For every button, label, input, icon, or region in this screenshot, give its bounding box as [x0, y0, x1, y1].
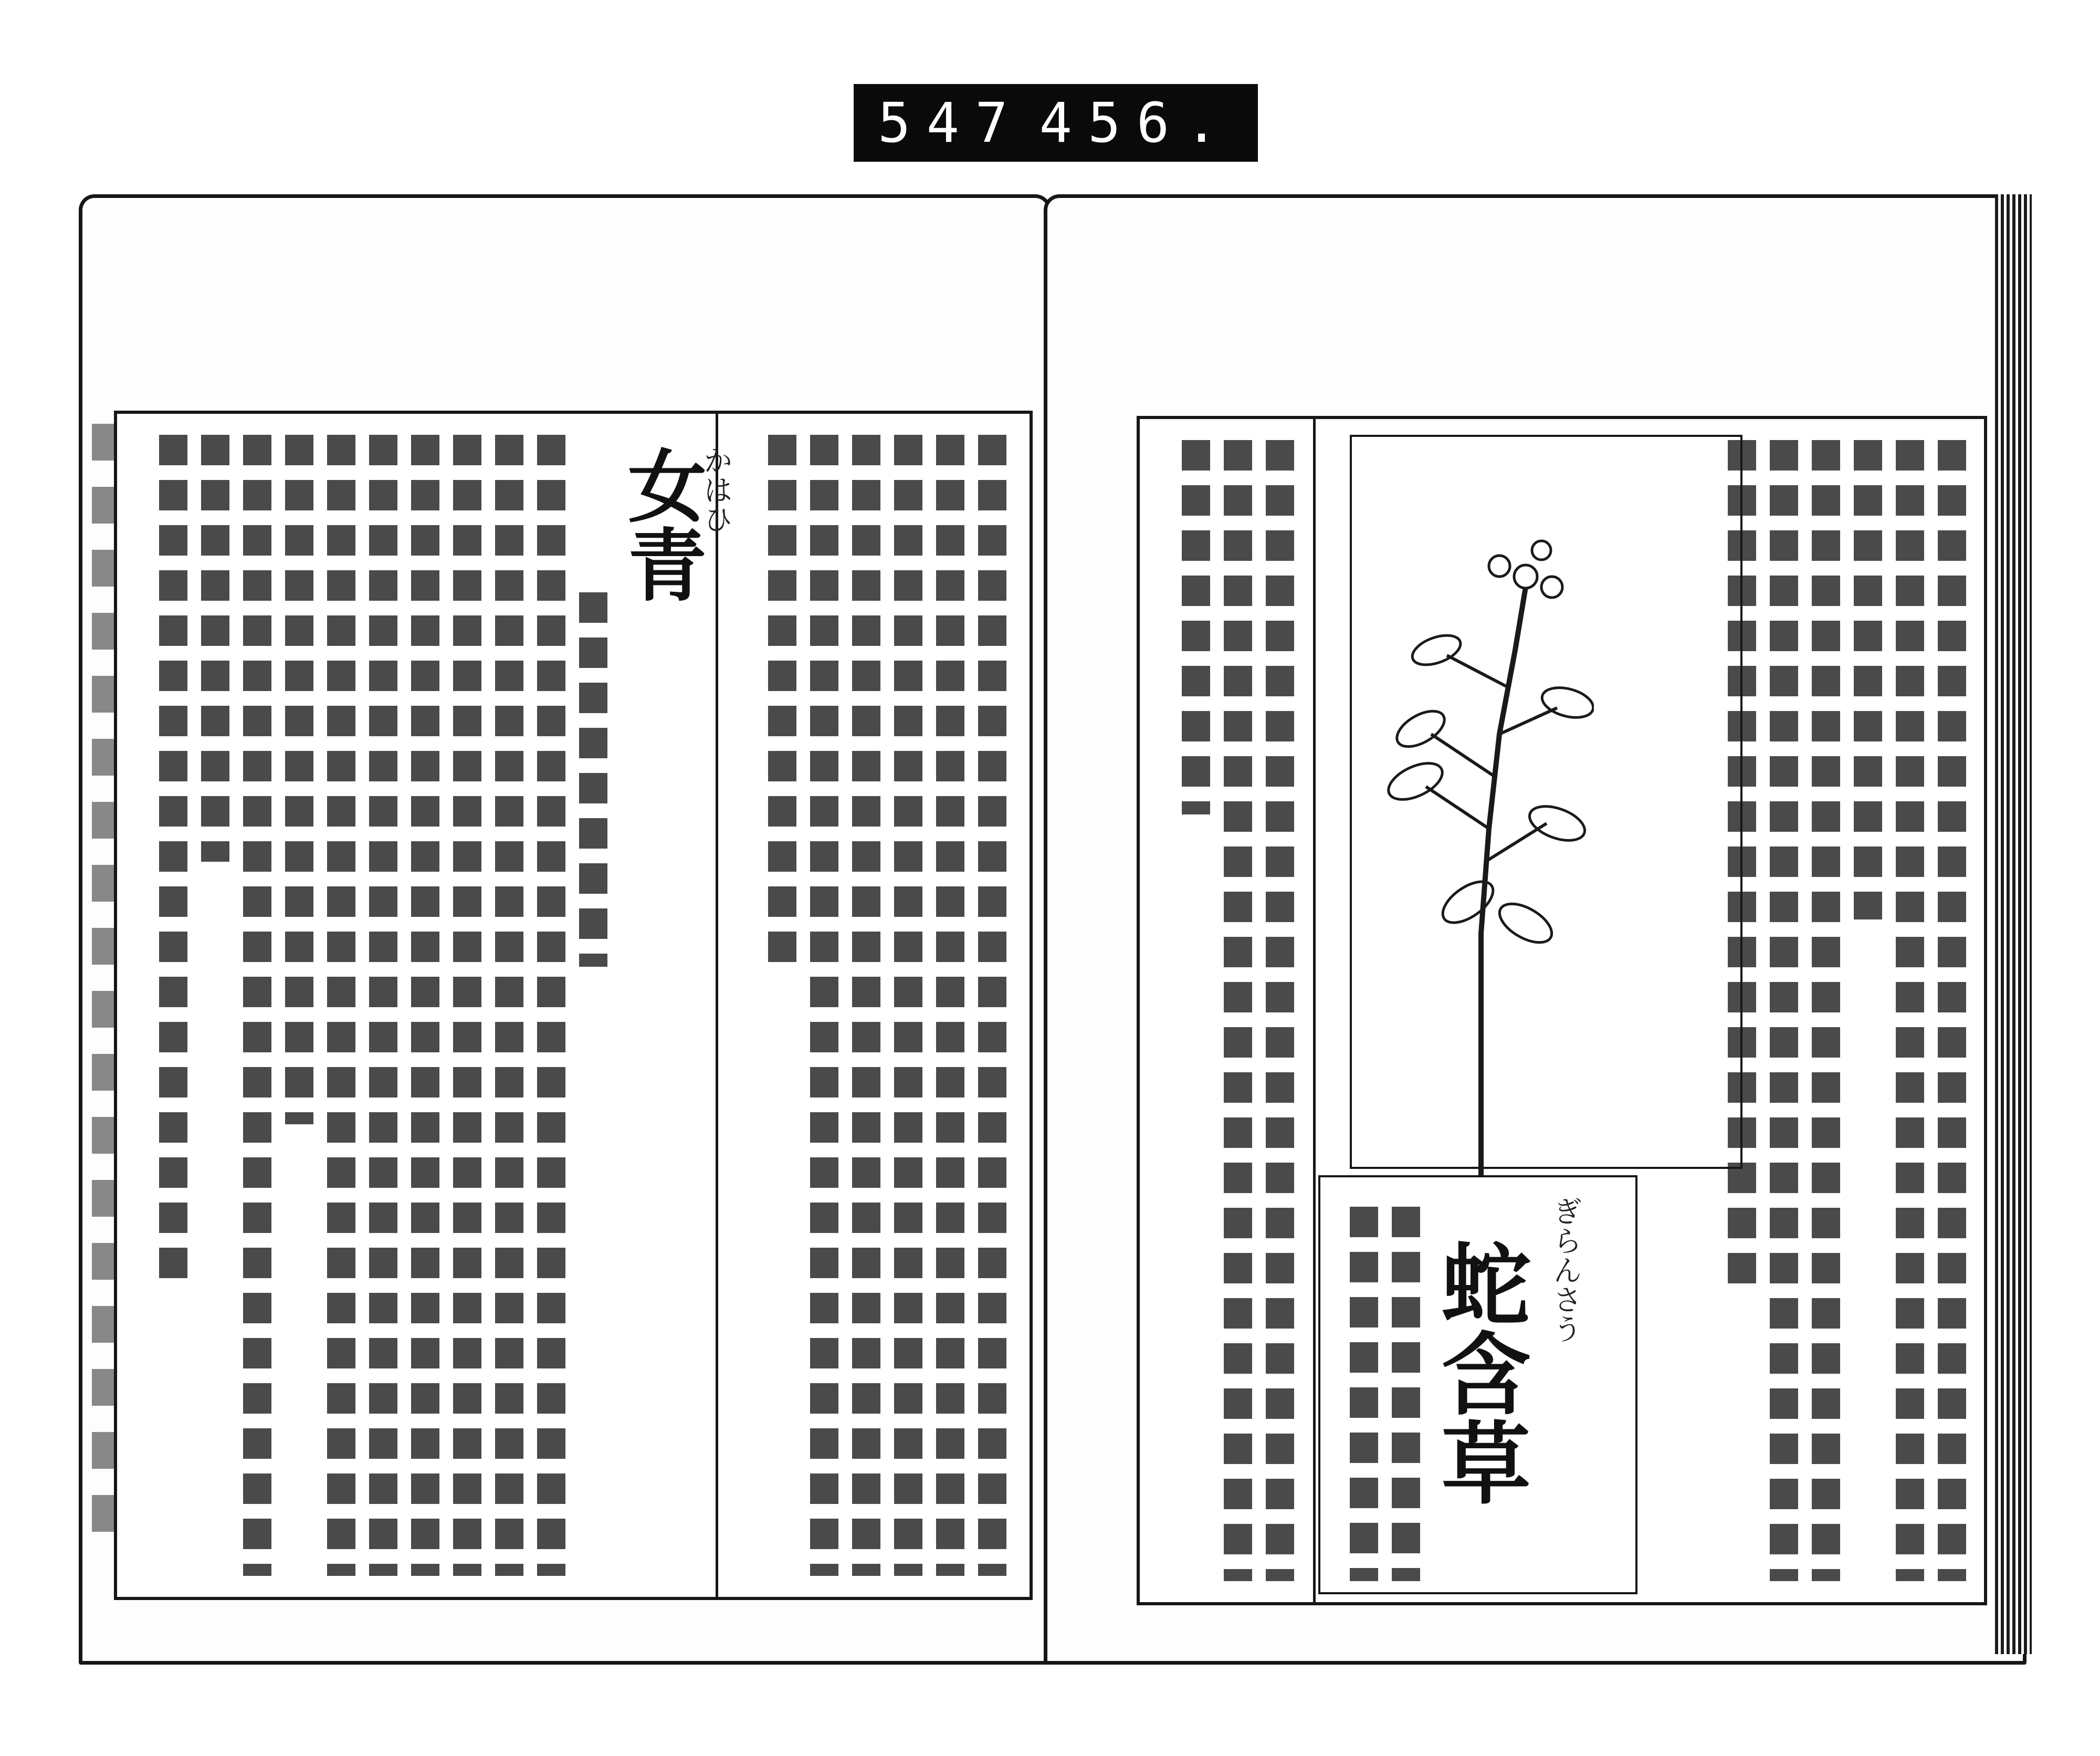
left-text-panel [114, 411, 1033, 1600]
text-column-placeholder [936, 435, 964, 1576]
text-column-placeholder [1770, 440, 1798, 1581]
right-page [1044, 194, 2026, 1665]
text-column-placeholder [1392, 1207, 1420, 1581]
text-column-placeholder [1266, 440, 1294, 1581]
column-divider [1313, 419, 1316, 1602]
text-column-placeholder [411, 435, 439, 1576]
left-headword: 女青 [614, 445, 707, 603]
text-column-placeholder [243, 435, 271, 1576]
text-column-placeholder [453, 435, 481, 1576]
left-margin-text-placeholder [92, 424, 117, 1553]
text-column-placeholder [579, 592, 607, 967]
plant-illustration [1368, 461, 1594, 1186]
text-column-placeholder [768, 435, 796, 967]
text-column-placeholder [852, 435, 880, 1576]
text-column-placeholder [1224, 440, 1252, 1581]
left-headword-reading: かはひ [699, 445, 733, 534]
text-column-placeholder [978, 435, 1006, 1576]
text-column-placeholder [894, 435, 922, 1576]
text-column-placeholder [201, 435, 229, 862]
page-stack-edge [1995, 194, 2032, 1654]
text-column-placeholder [810, 435, 838, 1576]
text-column-placeholder [1896, 440, 1924, 1581]
text-column-placeholder [1812, 440, 1840, 1581]
text-column-placeholder [495, 435, 523, 1576]
text-column-placeholder [159, 435, 187, 1282]
left-page [79, 194, 1051, 1665]
text-column-placeholder [1938, 440, 1966, 1581]
text-column-placeholder [1350, 1207, 1378, 1581]
catalog-number-label [854, 84, 1258, 162]
text-column-placeholder [537, 435, 565, 1576]
text-column-placeholder [285, 435, 313, 1124]
text-column-placeholder [1182, 440, 1210, 814]
text-column-placeholder [1854, 440, 1882, 919]
right-headword: 蛇含草 [1426, 1238, 1531, 1506]
text-column-placeholder [369, 435, 397, 1576]
column-divider [716, 414, 718, 1597]
catalog-number-right: 456. [1039, 91, 1234, 155]
catalog-number-left: 547 [878, 91, 1024, 155]
text-column-placeholder [327, 435, 355, 1576]
right-text-panel [1137, 416, 1987, 1605]
right-headword-reading: ぎらんさう [1548, 1196, 1582, 1343]
open-book-spread [79, 194, 2032, 1712]
